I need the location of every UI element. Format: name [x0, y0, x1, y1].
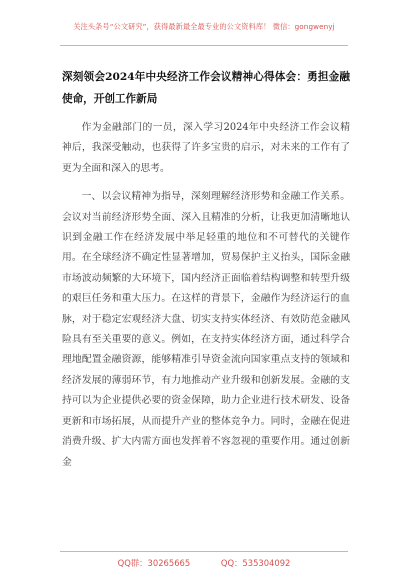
- footer: [0, 557, 408, 569]
- header-divider: [60, 45, 348, 46]
- section-one-paragraph: 一、以会议精神为指导，深刻理解经济形势和金融工作关系。会议对当前经济形势全面、深入且精准的分析，让我更加清晰地认识到金融工作在经济发展中举足轻重的地位和不可替代的关键作用。在全球经济不确定性显著增加，贸易保护主义抬头，国际金融市场波动频繁的大环境下，国内经济正面临着结构调整和转型升级的艰巨任务和重大压力。在这样的背景下，金融作为经济运行的血脉，对于稳定宏观经济大盘、切实支持实体经济、有效防范金融风险具有至关重要的意义。例如，在支持实体经济方面，通过科学合理地配置金融资源，能够精准引导资金流向国家重点支持的领域和经济发展的薄弱环节，有力地推动产业升级和创新发展。金融的支持可以为企业提供必要的资金保障，助力企业进行技术研发、设备更新和市场拓展，从而提升产业的整体竞争力。同时，金融在促进消费升级、扩大内需方面也发挥着不容忽视的重要作用。通过创新金: [62, 191, 350, 468]
- footer-qq-group: QQ群：30265665: [117, 558, 191, 568]
- document-title: 深刻领会2024年中央经济工作会议精神心得体会：勇担金融使命，开创工作新局: [62, 71, 350, 105]
- footer-divider: [60, 551, 348, 552]
- header-banner: 关注头条号“公文研究”，获得最新最全最专业的公文资料库！ 微信：gongwenyj: [73, 22, 335, 31]
- footer-qq: QQ：535304092: [220, 558, 291, 568]
- document-body: [62, 118, 350, 481]
- intro-paragraph: 作为金融部门的一员，深入学习2024年中央经济工作会议精神后，我深受触动，也获得了许多宝贵的启示，对未来的工作有了更为全面和深入的思考。: [62, 122, 350, 174]
